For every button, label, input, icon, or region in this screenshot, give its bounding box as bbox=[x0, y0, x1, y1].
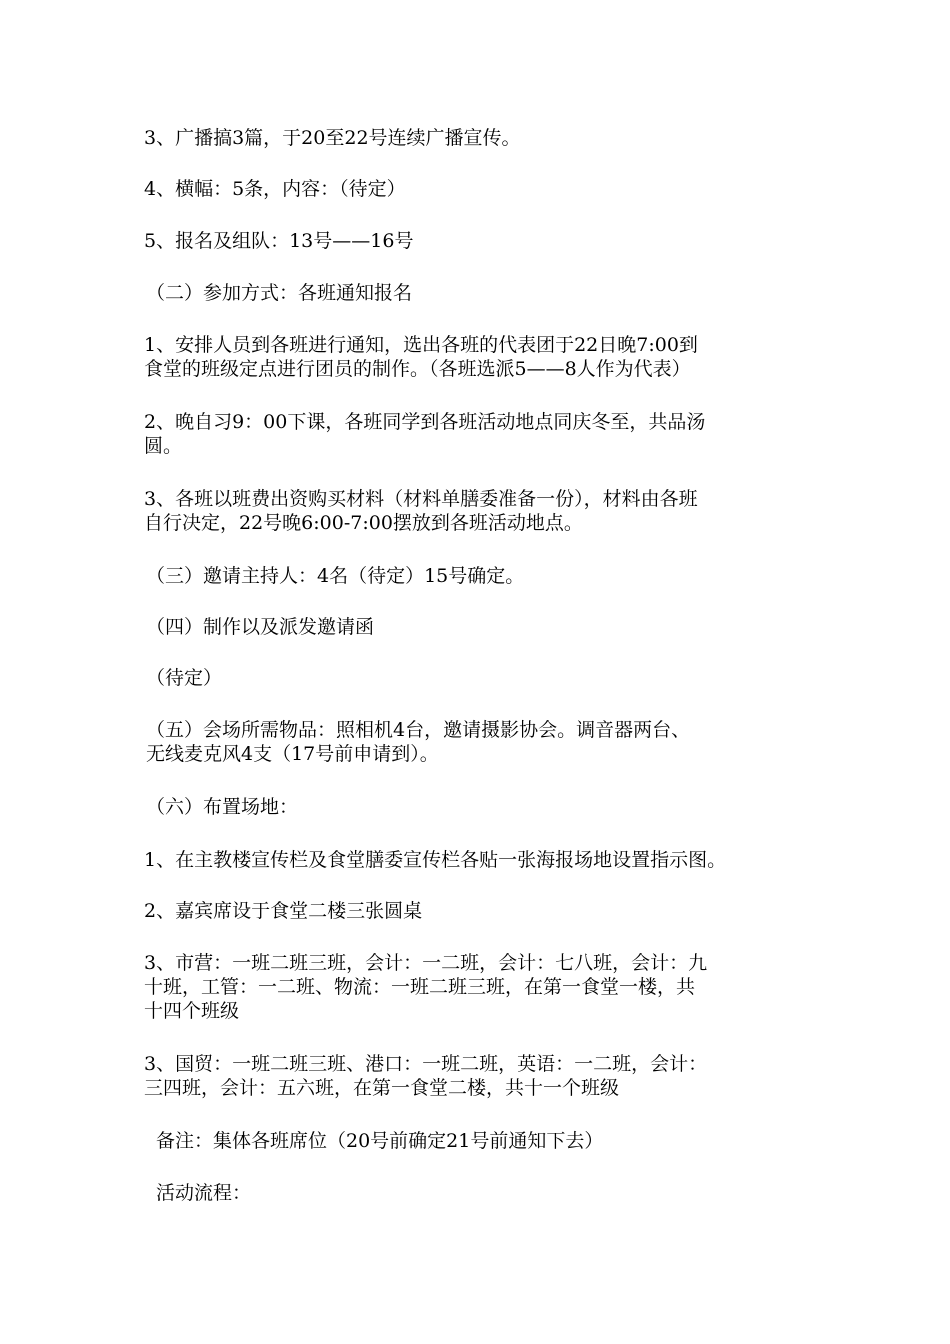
paragraph-banner: 4、横幅：5条，内容：（待定） bbox=[144, 178, 406, 200]
paragraph-guest-seats: 2、嘉宾席设于食堂二楼三张圆桌 bbox=[144, 900, 423, 922]
section-heading-host: （三）邀请主持人：4名（待定）15号确定。 bbox=[146, 565, 525, 587]
paragraph-materials: 3、各班以班费出资购买材料（材料单膳委准备一份），材料由各班 自行决定，22号晚6:00-7:00摆放到各班活动地点。 bbox=[144, 488, 698, 534]
paragraph-tbd: （待定） bbox=[146, 667, 223, 689]
paragraph-posters: 1、在主教楼宣传栏及食堂膳委宣传栏各贴一张海报场地设置指示图。 bbox=[144, 849, 727, 871]
paragraph-note: 备注：集体各班席位（20号前确定21号前通知下去） bbox=[156, 1130, 604, 1152]
section-heading-invitations: （四）制作以及派发邀请函 bbox=[146, 616, 375, 638]
paragraph-notify-classes: 1、安排人员到各班进行通知，选出各班的代表团于22日晚7:00到 食堂的班级定点进行团员的制作。（各班选派5——8人作为代表） bbox=[144, 334, 698, 380]
section-heading-supplies: （五）会场所需物品：照相机4台，邀请摄影协会。调音器两台、 无线麦克风4支（17号前申请到）。 bbox=[146, 719, 691, 765]
paragraph-evening-study: 2、晚自习9：00下课，各班同学到各班活动地点同庆冬至，共品汤 圆。 bbox=[144, 411, 706, 457]
paragraph-second-floor-classes: 3、国贸：一班二班三班、港口：一班二班，英语：一二班，会计： 三四班，会计：五六班，在第一食堂二楼，共十一个班级 bbox=[144, 1053, 708, 1099]
paragraph-broadcast: 3、广播搞3篇，于20至22号连续广播宣传。 bbox=[144, 127, 521, 149]
section-heading-activity-flow: 活动流程： bbox=[156, 1182, 252, 1204]
section-heading-participation: （二）参加方式：各班通知报名 bbox=[146, 282, 413, 304]
paragraph-registration: 5、报名及组队：13号——16号 bbox=[144, 230, 414, 252]
paragraph-first-floor-classes: 3、市营：一班二班三班，会计：一二班，会计：七八班，会计：九 十班，工管：一二班、物流：一班二班三班，在第一食堂一楼，共 十四个班级 bbox=[144, 952, 708, 1022]
section-heading-venue: （六）布置场地： bbox=[146, 796, 299, 818]
